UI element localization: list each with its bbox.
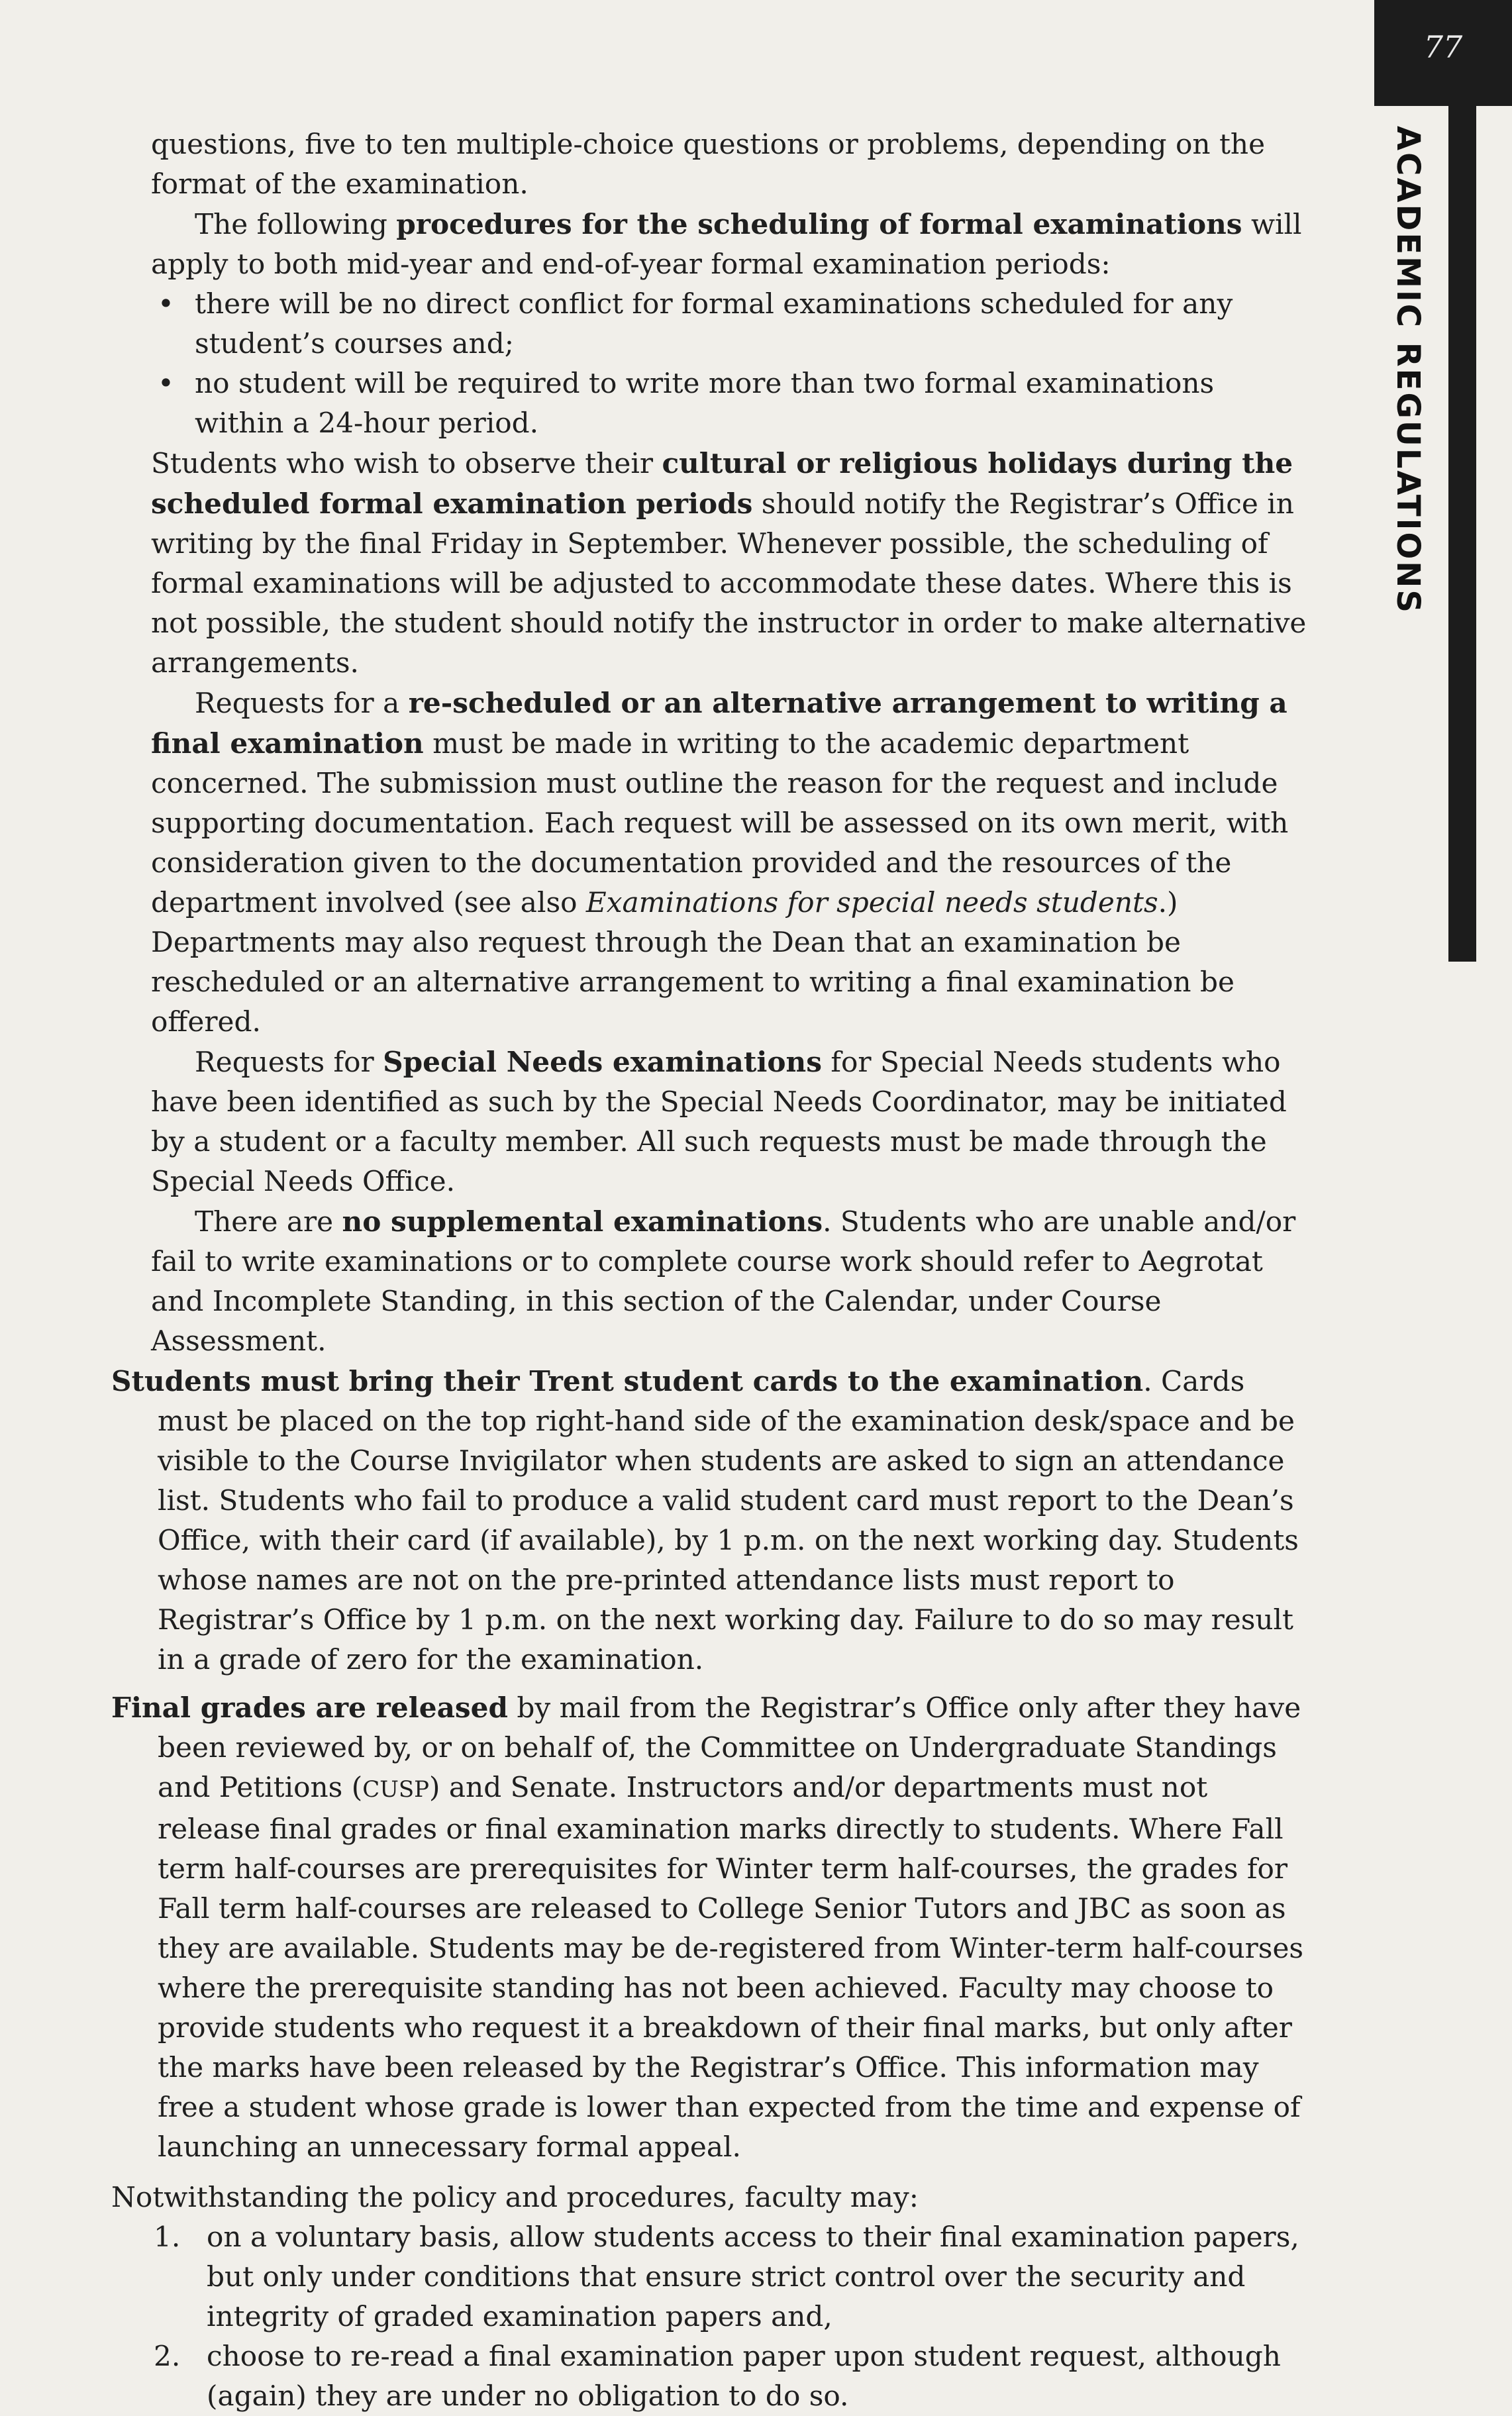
bullet-item: • there will be no direct conflict for formal examinations scheduled for any student’s courses and; <box>151 284 1310 364</box>
page-number-tab <box>1374 0 1512 106</box>
section-tab-bar <box>1448 106 1476 962</box>
list-number: 2. <box>154 2340 181 2372</box>
paragraph-final-grades <box>111 1687 1310 2167</box>
bold-term: no supplemental examinations <box>342 1205 823 1238</box>
paragraph-student-cards <box>111 1361 1310 1680</box>
list-text: on a voluntary basis, allow students access to their final examination papers, but only under conditions that ensure strict control over the security and integrity of graded examination papers and, <box>207 2221 1299 2333</box>
paragraph-scheduling <box>111 204 1310 284</box>
bold-term: re-scheduled or an alternative arrangement to writing a final examination <box>151 686 1287 760</box>
bold-term: procedures for the scheduling of formal examinations <box>396 207 1242 240</box>
text: There are <box>195 1205 342 1238</box>
bold-term: Special Needs examinations <box>383 1045 822 1078</box>
text: for Special Needs students who have been identified as such by the Special Needs Coordinator, may be initiated by a student or a faculty member. All such requests must be made through the Special Needs Office. <box>151 1046 1287 1197</box>
text: Requests for <box>195 1046 383 1078</box>
list-item <box>151 2337 1310 2416</box>
text: The following <box>195 208 397 240</box>
bold-term: Students must bring their Trent student cards to the examination <box>111 1364 1144 1397</box>
text: Requests for a <box>195 687 409 719</box>
paragraph-supplemental <box>111 1201 1310 1361</box>
text: .) Departments may also request through the Dean that an examination be rescheduled or an alternative arrangement to writing a final examination be offered. <box>151 886 1235 1038</box>
paragraph-rescheduled <box>111 683 1310 1042</box>
bold-term: cultural or religious holidays during the scheduled formal examination periods <box>151 446 1293 520</box>
italic-reference: Examinations for special needs students <box>585 886 1158 919</box>
list-item <box>151 2217 1310 2337</box>
paragraph-special-needs <box>111 1042 1310 1201</box>
page-number: 77 <box>1423 29 1463 65</box>
scheduling-bullets <box>111 284 1310 443</box>
text: Students who wish to observe their <box>151 447 662 479</box>
list-number: 1. <box>154 2221 181 2253</box>
text: . Cards must be placed on the top right-hand side of the examination desk/space and be visible to the Course Invigilator when students are asked to sign an attendance list. Students who fail to produce a valid student card must report to the Dean’s Office, with their card (if available), by 1 p.m. on the next working day. Students whose names are not on the pre-printed attendance lists must report to Registrar’s Office by 1 p.m. on the next working day. Failure to do so may result in a grade of zero for the examination. <box>158 1365 1299 1676</box>
text: . Students who are unable and/or fail to write examinations or to complete course work should refer to Aegrotat and Incomplete Standing, in this section of the Calendar, under Course Assessment. <box>151 1205 1296 1357</box>
text: by mail from the Registrar’s Office only after they have been reviewed by, or on behalf of, the Committee on Undergraduate Standings and Petitions ( <box>158 1691 1301 1803</box>
paragraph-holidays <box>111 443 1310 683</box>
body-text <box>111 125 1310 2416</box>
bullet-item: • no student will be required to write more than two formal examinations within a 24-hour period. <box>151 364 1310 443</box>
section-label: ACADEMIC REGULATIONS <box>1389 126 1427 615</box>
abbreviation: CUSP <box>362 1776 430 1803</box>
paragraph-continuation: questions, five to ten multiple-choice questions or problems, depending on the format of the examination. <box>151 128 1266 200</box>
text: must be made in writing to the academic department concerned. The submission must outline the reason for the request and include supporting documentation. Each request will be assessed on its own merit, with consideration given to the documentation provided and the resources of the department involved (see also <box>151 727 1289 919</box>
bold-term: Final grades are released <box>111 1691 508 1724</box>
text: should notify the Registrar’s Office in writing by the final Friday in September. Whenever possible, the scheduling of formal examinations will be adjusted to accommodate these dates. Where this is not possible, the student should notify the instructor in order to make alternative arrangements. <box>151 487 1307 679</box>
list-text: choose to re-read a final examination paper upon student request, although (again) they are under no obligation to do so. <box>207 2340 1281 2412</box>
text: ) and Senate. Instructors and/or departments must not release final grades or final examination marks directly to students. Where Fall term half-courses are prerequisites for Winter term half-courses, the grades for Fall term half-courses are released to College Senior Tutors and JBC as soon as they are available. Students may be de-registered from Winter-term half-courses where the prerequisite standing has not been achieved. Faculty may choose to provide students who request it a breakdown of their final marks, but only after the marks have been released by the Registrar’s Office. This information may free a student whose grade is lower than expected from the time and expense of launching an unnecessary formal appeal. <box>158 1771 1304 2163</box>
faculty-options-list <box>111 2217 1310 2416</box>
text: will apply to both mid-year and end-of-year formal examination periods: <box>151 208 1302 280</box>
spacer <box>111 1680 1310 1687</box>
paragraph-notwithstanding: Notwithstanding the policy and procedures, faculty may: <box>111 2181 919 2213</box>
spacer <box>111 2167 1310 2178</box>
